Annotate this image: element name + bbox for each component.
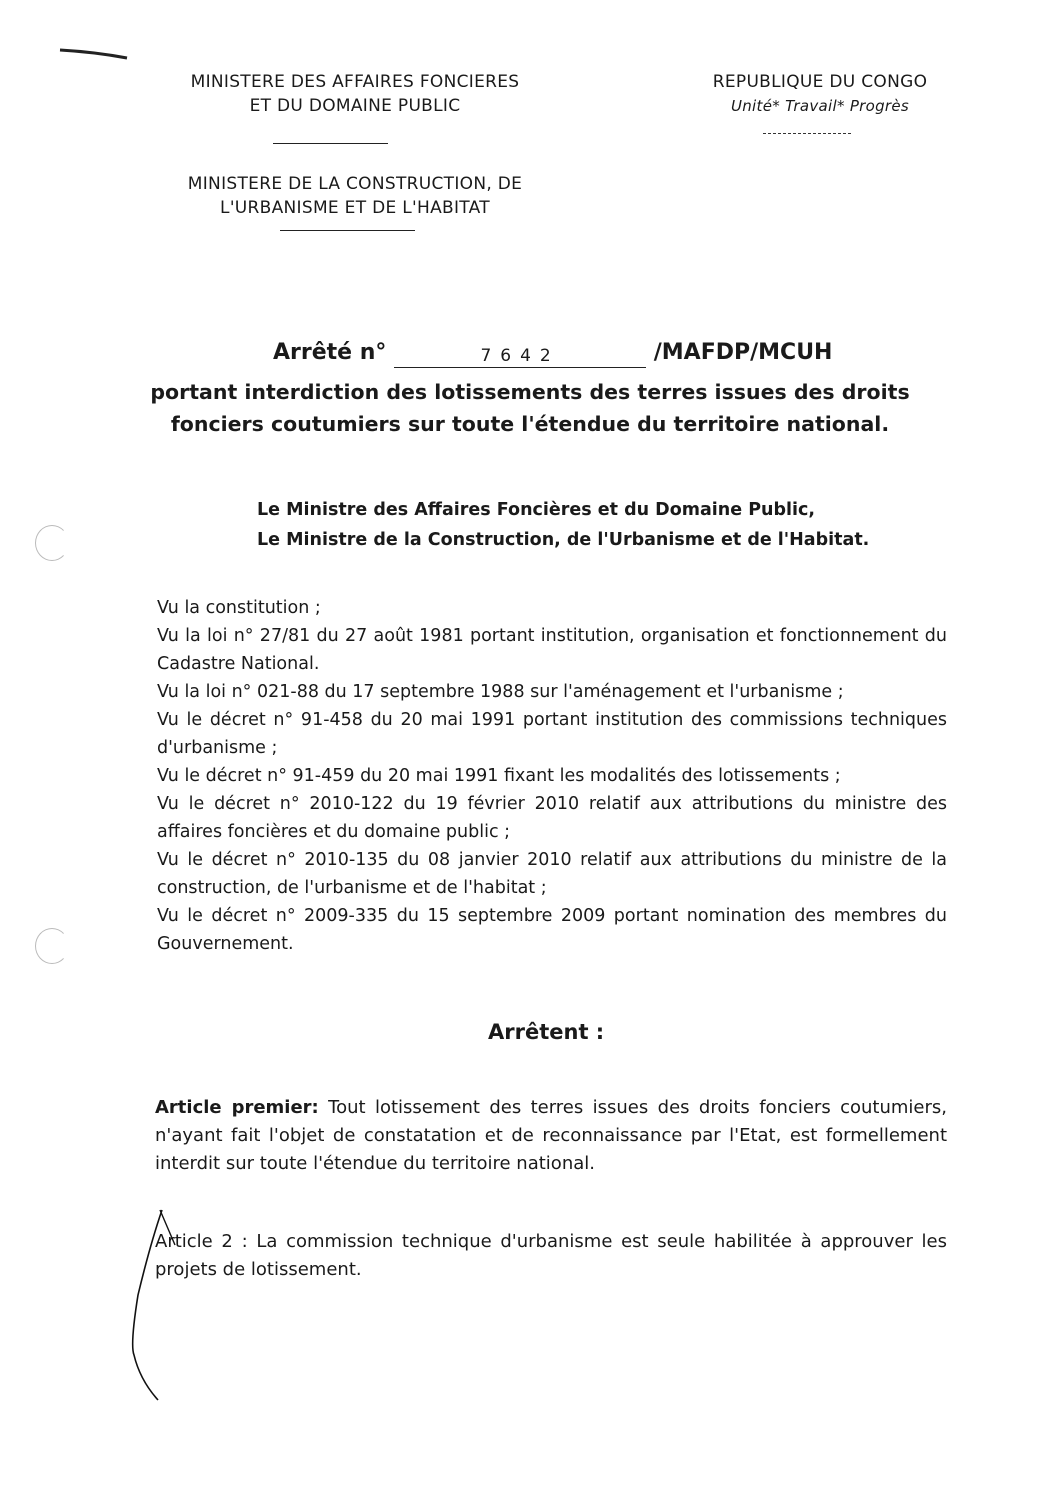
decree-number-field (394, 342, 646, 368)
ministry-header-2 (130, 172, 580, 220)
minister-2: Le Ministre de la Construction, de l'Urbanisme et de l'Habitat. (257, 530, 870, 550)
handwritten-initial-mark (120, 1205, 180, 1405)
visa-item: Vu le décret n° 2010-122 du 19 février 2010 relatif aux attributions du ministre des affaires foncières et du domaine public ; (157, 794, 947, 842)
ministry-header-1 (130, 70, 580, 118)
visa-item: Vu la loi n° 021-88 du 17 septembre 1988 sur l'aménagement et l'urbanisme ; (157, 682, 844, 702)
article-2 (155, 1228, 947, 1284)
punch-hole-mark (35, 525, 69, 561)
decree-suffix: /MAFDP/MCUH (653, 340, 833, 365)
minister-1: Le Ministre des Affaires Foncières et du Domaine Public, (257, 500, 816, 520)
visa-item: Vu le décret n° 2009-335 du 15 septembre 2009 portant nomination des membres du Gouvernement. (157, 906, 947, 954)
decree-number: 7642 (480, 346, 560, 366)
ministers-block (257, 495, 869, 555)
punch-hole-mark (35, 928, 69, 964)
divider (273, 143, 388, 144)
visa-item: Vu le décret n° 91-458 du 20 mai 1991 portant institution des commissions techniques d'urbanisme ; (157, 710, 947, 758)
decree-prefix: Arrêté n° (273, 340, 387, 365)
ministry-2-line-2: L'URBANISME ET DE L'HABITAT (220, 198, 490, 218)
visa-item: Vu la constitution ; (157, 598, 321, 618)
visa-item: Vu le décret n° 91-459 du 20 mai 1991 fixant les modalités des lotissements ; (157, 766, 841, 786)
visa-item: Vu la loi n° 27/81 du 27 août 1981 portant institution, organisation et fonctionnement du Cadastre National. (157, 626, 947, 674)
visas-list (157, 594, 947, 958)
decree-title (273, 340, 893, 372)
subject-line-1: portant interdiction des lotissements des terres issues des droits (150, 380, 910, 404)
subject-line-2: fonciers coutumiers sur toute l'étendue du territoire national. (170, 412, 890, 436)
ministry-2-line-1: MINISTERE DE LA CONSTRUCTION, DE (187, 174, 523, 194)
article-1-text: Tout lotissement des terres issues des droits fonciers coutumiers, n'ayant fait l'objet de constatation et de reconnaissance par l'Etat, est formellement interdit sur toute l'étendue du territoire national. (155, 1097, 947, 1174)
republic-header (680, 70, 960, 118)
ministry-1-line-1: MINISTERE DES AFFAIRES FONCIERES (190, 72, 520, 92)
divider (763, 133, 851, 134)
article-1-label: Article premier: (155, 1097, 319, 1118)
article-1 (155, 1094, 947, 1178)
decree-subject (100, 376, 960, 440)
scan-mark (55, 40, 135, 70)
arretent-heading: Arrêtent : (488, 1020, 605, 1044)
visa-item: Vu le décret n° 2010-135 du 08 janvier 2010 relatif aux attributions du ministre de la construction, de l'urbanisme et de l'habitat ; (157, 850, 947, 898)
article-2-label: Article 2 : (155, 1231, 248, 1252)
divider (280, 230, 415, 231)
ministry-1-line-2: ET DU DOMAINE PUBLIC (249, 96, 461, 116)
republic-motto: Unité* Travail* Progrès (730, 97, 910, 115)
republic-name: REPUBLIQUE DU CONGO (712, 72, 928, 92)
article-2-text: La commission technique d'urbanisme est seule habilitée à approuver les projets de lotissement. (155, 1231, 947, 1280)
